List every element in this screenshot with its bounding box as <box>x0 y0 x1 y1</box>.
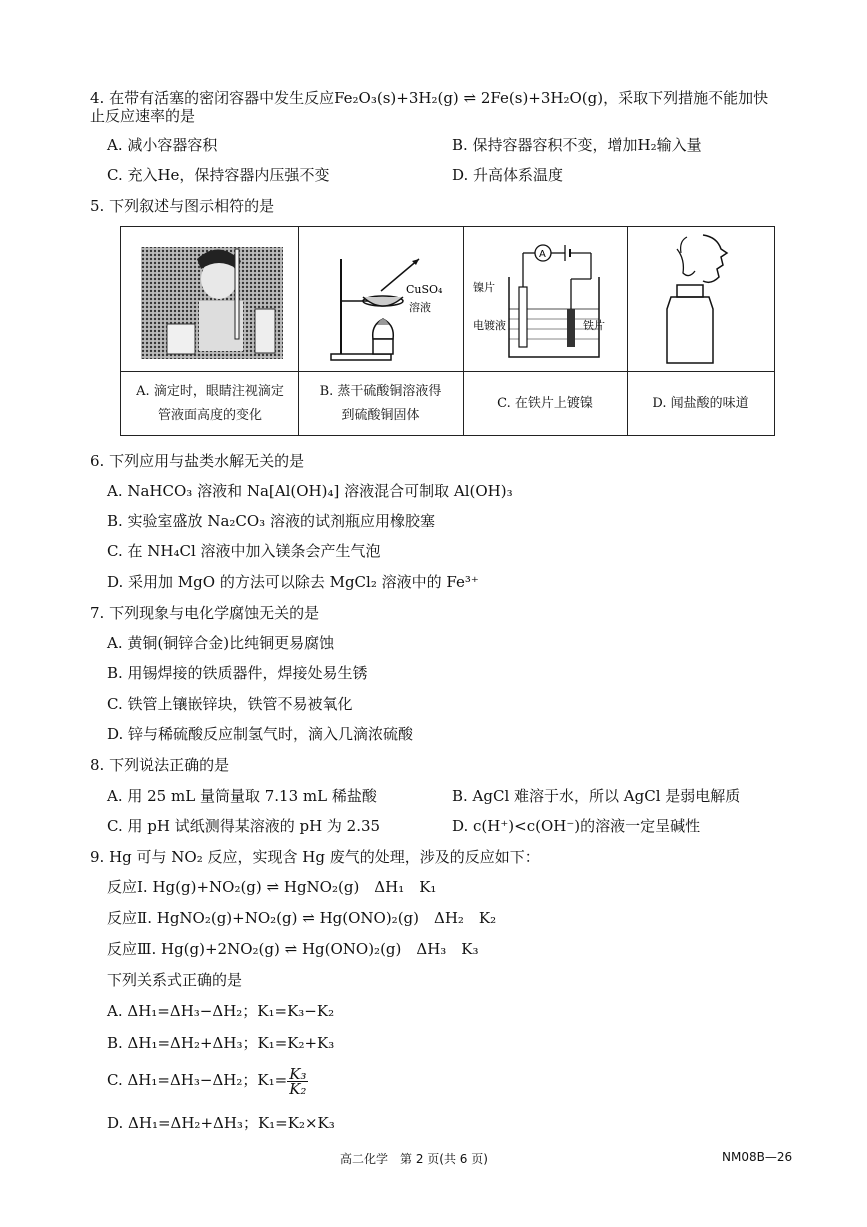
q9-option-b: B. ΔH₁=ΔH₂+ΔH₃；K₁=K₂+K₃ <box>107 1034 335 1052</box>
q5-caption-b-line2: 到硫酸铜固体 <box>341 408 420 423</box>
q9-option-c-denominator: K₂ <box>289 1079 307 1098</box>
q9-reaction-1: 反应Ⅰ. Hg(g)+NO₂(g) ⇌ HgNO₂(g) ΔH₁ K₁ <box>107 878 437 896</box>
q4-option-b: B. 保持容器容积不变，增加H₂输入量 <box>452 136 702 154</box>
ammeter-label: A <box>539 249 546 260</box>
q8-stem: 8. 下列说法正确的是 <box>90 756 230 774</box>
q8-option-b: B. AgCl 难溶于水，所以 AgCl 是弱电解质 <box>452 787 741 805</box>
page-footer-center: 高二化学 第 2 页(共 6 页) <box>340 1152 488 1166</box>
q7-option-b: B. 用锡焊接的铁质器件，焊接处易生锈 <box>107 664 368 682</box>
q5-figure-table <box>120 226 775 436</box>
q9-option-c-numerator: K₃ <box>289 1064 307 1083</box>
q5-caption-a <box>123 373 297 435</box>
q5-caption-a-line1: A. 滴定时，眼睛注视滴定 <box>136 384 284 399</box>
q9-option-c-prefix: C. ΔH₁=ΔH₃−ΔH₂；K₁= <box>107 1071 288 1089</box>
titration-photo <box>137 229 287 369</box>
electrolyte-label: 电镀液 <box>473 319 506 332</box>
q7-option-a: A. 黄铜(铜锌合金)比纯铜更易腐蚀 <box>107 634 335 652</box>
q7-option-d: D. 锌与稀硫酸反应制氢气时，滴入几滴浓硫酸 <box>107 725 414 743</box>
q5-caption-a-line2: 管液面高度的变化 <box>157 408 262 423</box>
cuso4-label: CuSO₄ <box>406 283 443 296</box>
q9-reaction-2: 反应Ⅱ. HgNO₂(g)+NO₂(g) ⇌ Hg(ONO)₂(g) ΔH₂ K₂ <box>107 909 497 927</box>
q6-option-c: C. 在 NH₄Cl 溶液中加入镁条会产生气泡 <box>107 542 381 560</box>
q7-stem: 7. 下列现象与电化学腐蚀无关的是 <box>90 604 320 622</box>
q8-option-d: D. c(H⁺)<c(OH⁻)的溶液一定呈碱性 <box>452 817 701 835</box>
q6-option-a: A. NaHCO₃ 溶液和 Na[Al(OH)₄] 溶液混合可制取 Al(OH)₃ <box>107 482 513 500</box>
q4-option-a: A. 减小容器容积 <box>107 136 218 154</box>
page-footer-code: NM08B—26 <box>722 1150 793 1164</box>
q9-option-c-fraction <box>287 1064 308 1098</box>
electroplating-diagram <box>471 229 621 369</box>
evaporation-diagram <box>311 229 456 369</box>
q5-caption-b-line1: B. 蒸干硫酸铜溶液得 <box>319 384 442 399</box>
q5-caption-c: C. 在铁片上镀镍 <box>497 396 593 411</box>
solution-label: 溶液 <box>409 301 431 314</box>
q6-option-b: B. 实验室盛放 Na₂CO₃ 溶液的试剂瓶应用橡胶塞 <box>107 512 435 530</box>
q9-reaction-3: 反应Ⅲ. Hg(g)+2NO₂(g) ⇌ Hg(ONO)₂(g) ΔH₃ K₃ <box>107 940 479 958</box>
q5-stem: 5. 下列叙述与图示相符的是 <box>90 197 275 215</box>
q9-option-a: A. ΔH₁=ΔH₃−ΔH₂；K₁=K₃−K₂ <box>107 1002 335 1020</box>
q9-option-c <box>107 1063 308 1097</box>
smelling-bottle-diagram <box>641 229 771 369</box>
q4-option-c: C. 充入He，保持容器内压强不变 <box>107 166 330 184</box>
q9-ask: 下列关系式正确的是 <box>107 971 243 989</box>
q8-option-a: A. 用 25 mL 量筒量取 7.13 mL 稀盐酸 <box>107 787 377 805</box>
q6-option-d: D. 采用加 MgO 的方法可以除去 MgCl₂ 溶液中的 Fe³⁺ <box>107 573 479 591</box>
nickel-label: 镍片 <box>473 281 495 294</box>
q6-stem: 6. 下列应用与盐类水解无关的是 <box>90 452 305 470</box>
q4-stem-line2: 止反应速率的是 <box>90 107 196 125</box>
iron-label: 铁片 <box>583 319 605 332</box>
q5-caption-b <box>299 373 462 435</box>
q9-option-d: D. ΔH₁=ΔH₂+ΔH₃；K₁=K₂×K₃ <box>107 1114 335 1132</box>
q5-caption-d: D. 闻盐酸的味道 <box>652 396 749 411</box>
q7-option-c: C. 铁管上镶嵌锌块，铁管不易被氧化 <box>107 695 353 713</box>
q8-option-c: C. 用 pH 试纸测得某溶液的 pH 为 2.35 <box>107 817 381 835</box>
q9-stem: 9. Hg 可与 NO₂ 反应，实现含 Hg 废气的处理，涉及的反应如下： <box>90 848 540 866</box>
q4-option-d: D. 升高体系温度 <box>452 166 564 184</box>
q4-stem-line1: 4. 在带有活塞的密闭容器中发生反应Fe₂O₃(s)+3H₂(g) ⇌ 2Fe(s)+3H₂O(g)，采取下列措施不能加快 <box>90 89 769 107</box>
